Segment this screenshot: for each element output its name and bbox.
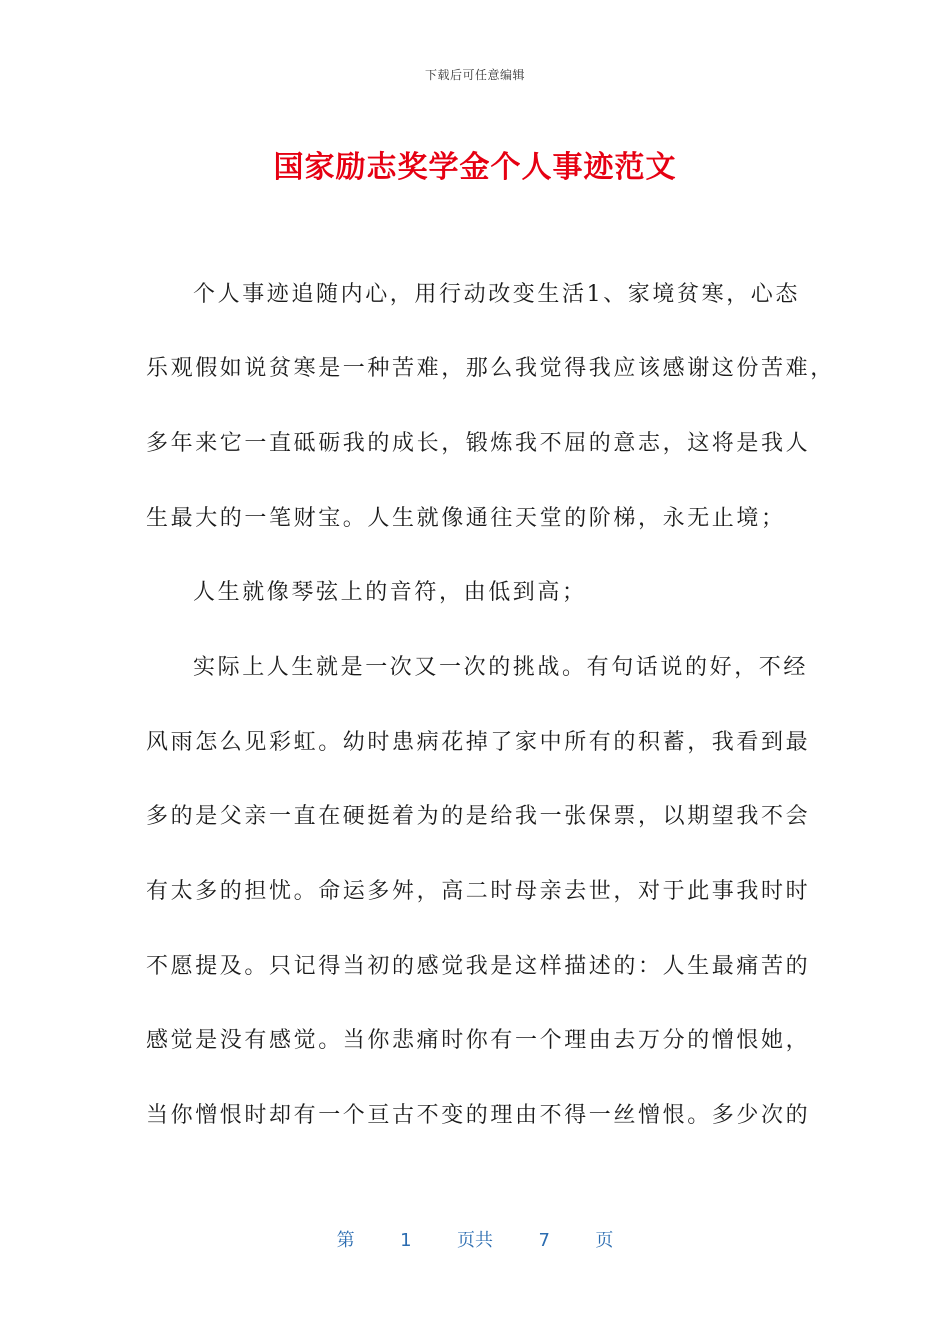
paragraph-line: 不愿提及。只记得当初的感觉我是这样描述的：人生最痛苦的	[146, 954, 811, 979]
paragraph-line: 有太多的担忧。命运多舛，高二时母亲去世，对于此事我时时	[146, 879, 811, 904]
page-total: 7	[538, 1230, 550, 1251]
page-footer	[0, 1226, 950, 1252]
paragraph-line: 风雨怎么见彩虹。幼时患病花掉了家中所有的积蓄，我看到最	[146, 730, 811, 755]
paragraph-line: 乐观假如说贫寒是一种苦难，那么我觉得我应该感谢这份苦难，	[146, 356, 835, 381]
page-prefix: 第	[336, 1230, 355, 1251]
page-mid: 页共	[457, 1230, 493, 1251]
paragraph-line: 生最大的一笔财宝。人生就像通往天堂的阶梯，永无止境；	[146, 506, 786, 531]
paragraph-line: 个人事迹追随内心，用行动改变生活1、家境贫寒，心态	[193, 282, 800, 307]
paragraph-line: 感觉是没有感觉。当你悲痛时你有一个理由去万分的憎恨她，	[146, 1028, 811, 1053]
paragraph-line: 人生就像琴弦上的音符，由低到高；	[193, 580, 587, 605]
paragraph-line: 多的是父亲一直在硬挺着为的是给我一张保票，以期望我不会	[146, 804, 811, 829]
page-suffix: 页	[595, 1230, 614, 1251]
paragraph-line: 多年来它一直砥砺我的成长，锻炼我不屈的意志，这将是我人	[146, 431, 811, 456]
paragraph-line: 当你憎恨时却有一个亘古不变的理由不得一丝憎恨。多少次的	[146, 1103, 811, 1128]
header-note: 下载后可任意编辑	[424, 68, 525, 82]
paragraph-line: 实际上人生就是一次又一次的挑战。有句话说的好，不经	[193, 655, 809, 680]
page-number: 1	[400, 1230, 412, 1251]
document-title: 国家励志奖学金个人事迹范文	[273, 150, 677, 185]
